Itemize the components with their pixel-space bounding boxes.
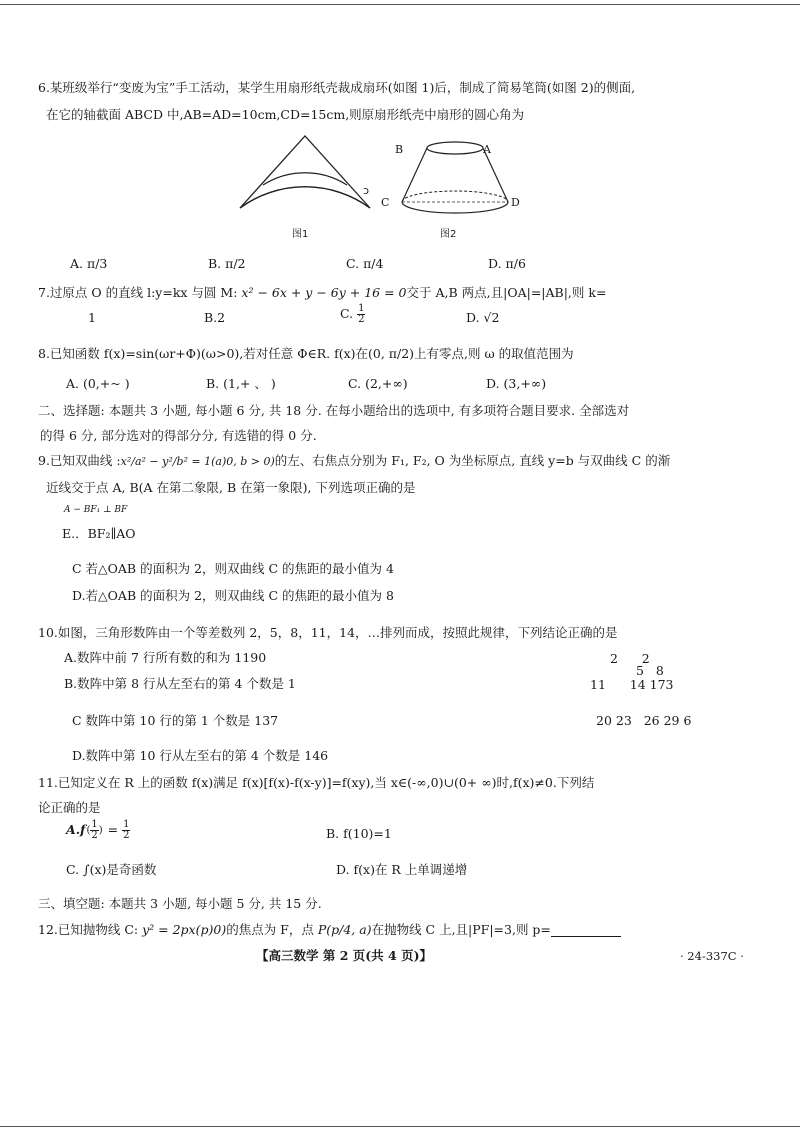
q11-option-a-arg-num: 1: [91, 819, 98, 830]
q9-hyperbola-equation: x²/a² − y²/b² = 1(a)0, b > 0): [120, 455, 275, 468]
fig2-label-d: D: [511, 196, 520, 209]
q11-option-a-prefix: A.f: [66, 822, 86, 837]
q12-answer-blank: [551, 924, 621, 937]
q6-line2: 在它的轴截面 ABCD 中,AB=AD=10cm,CD=15cm,则原扇形纸壳中扇形的圆心角为: [46, 107, 525, 122]
q7-stem-a: 7.过原点 O 的直线 l:y=kx 与圆 M:: [38, 285, 242, 300]
fig2-label-a: A: [483, 143, 491, 156]
q12-stem-c: 在抛物线 C 上,且|PF|=3,则 p=: [371, 922, 551, 937]
section2-heading-line1: 二、选择题: 本题共 3 小题, 每小题 6 分, 共 18 分. 在每小题给出的选项中, 有多项符合题目要求. 全部选对: [38, 403, 630, 418]
svg-text:ↄ: ↄ: [363, 184, 370, 197]
q10-option-b: B.数阵中第 8 行从左至右的第 4 个数是 1: [64, 676, 296, 691]
q8-option-c: C. (2,+∞): [348, 376, 408, 391]
q8-option-d: D. (3,+∞): [486, 376, 547, 391]
figure-1-caption: 图1: [292, 229, 309, 240]
q11-option-a-value-num: 1: [123, 819, 130, 830]
q6-option-a: A. π/3: [70, 256, 108, 271]
q10-array-row-1: 2 2: [610, 651, 650, 666]
q10-option-a: A.数阵中前 7 行所有数的和为 1190: [64, 650, 267, 665]
footer-page-label: 【高三数学 第 2 页(共 4 页)】: [256, 948, 432, 963]
q10-array-row-2: 5 8: [636, 663, 664, 678]
q6-option-b: B. π/2: [208, 256, 246, 271]
q9-option-e: E.．BF₂∥AO: [62, 526, 136, 541]
q11-option-a-arg-den: 2: [91, 830, 98, 841]
fig2-label-b: B: [395, 143, 404, 156]
figure-2-caption: 图2: [440, 229, 457, 240]
q11-option-c: C. ∫(x)是奇函数: [66, 862, 157, 877]
q7-stem: [38, 285, 606, 300]
q9-option-d: D.若△OAB 的面积为 2，则双曲线 C 的焦距的最小值为 8: [72, 588, 394, 603]
q11-option-a-equals: =: [107, 822, 119, 837]
q7-option-c-numerator: 1: [358, 303, 365, 314]
q9-stem-a: 9.已知双曲线 :: [38, 453, 121, 468]
q8-option-b: B. (1,+ 、 ): [206, 376, 276, 391]
fig2-label-c: C: [381, 196, 390, 209]
q6-line1: 6.某班级举行“变废为宝”手工活动，某学生用扇形纸壳裁成扇环(如图 1)后，制成了简易笔筒(如图 2)的侧面,: [38, 80, 636, 95]
q7-circle-equation: x² − 6x + y − 6y + 16 = 0: [241, 285, 407, 300]
q7-option-a: 1: [88, 310, 96, 325]
q10-array-row-3: 11 14 173: [590, 677, 674, 692]
q11-option-a-value-fraction: [122, 820, 130, 841]
footer-paper-code: · 24-337C ·: [680, 949, 744, 963]
q11-option-a-arg-fraction: ( $\frac{1}{2}$ ): [86, 819, 103, 841]
q12-stem-b: 的焦点为 F，点: [226, 922, 318, 937]
bottom-rule: [0, 1126, 800, 1127]
q7-stem-b: 交于 A,B 两点,且|OA|=|AB|,则 k=: [406, 285, 607, 300]
q11-option-b: B. f(10)=1: [326, 826, 392, 841]
q12-point: P(p/4, a): [317, 922, 372, 937]
q7-option-c-denominator: 2: [358, 314, 365, 325]
q10-stem: 10.如图，三角形数阵由一个等差数列 2，5，8，11，14，…排列而成，按照此规律，下列结论正确的是: [38, 625, 618, 640]
q12-stem-a: 12.已知抛物线 C:: [38, 922, 143, 937]
top-rule: [0, 4, 800, 5]
q7-option-c: [340, 304, 365, 325]
q11-option-a-value-den: 2: [123, 830, 130, 841]
q10-array-row-4: 20 23 26 29 6: [596, 713, 692, 728]
q6-option-d: D. π/6: [488, 256, 526, 271]
figure-1-annular-sector: [235, 128, 385, 238]
q12-parabola-equation: y² = 2px(p)0): [142, 922, 227, 937]
q11-line1: 11.已知定义在 R 上的函数 f(x)满足 f(x)[f(x)-f(x-y)]=f(xy),当 x∈(-∞,0)∪(0+ ∞)时,f(x)≠0.下列结: [38, 775, 595, 790]
q12-stem: [38, 922, 621, 937]
q6-option-c: C. π/4: [346, 256, 384, 271]
q11-option-a: [66, 820, 130, 841]
q7-option-b: B.2: [204, 310, 226, 325]
q8-stem: 8.已知函数 f(x)=sin(ωr+Φ)(ω>0),若对任意 Φ∈R. f(x)在(0, π/2)上有零点,则 ω 的取值范围为: [38, 346, 574, 361]
q9-line2: 近线交于点 A, B(A 在第二象限, B 在第一象限), 下列选项正确的是: [46, 480, 416, 495]
q9-stem: [38, 453, 670, 468]
section3-heading: 三、填空题: 本题共 3 小题, 每小题 5 分, 共 15 分.: [38, 896, 322, 911]
q10-option-d: D.数阵中第 10 行从左至右的第 4 个数是 146: [72, 748, 329, 763]
section2-heading-line2: 的得 6 分, 部分选对的得部分分, 有选错的得 0 分.: [40, 428, 317, 443]
q9-stem-b: 的左、右焦点分别为 F₁, F₂, O 为坐标原点, 直线 y=b 与双曲线 C 的渐: [274, 453, 671, 468]
q9-option-c: C 若△OAB 的面积为 2，则双曲线 C 的焦距的最小值为 4: [72, 561, 394, 576]
q8-option-a: A. (0,+~ ): [66, 376, 130, 391]
q11-line2: 论正确的是: [38, 800, 101, 815]
q11-option-d: D. f(x)在 R 上单调递增: [336, 862, 468, 877]
q10-option-c: C 数阵中第 10 行的第 1 个数是 137: [72, 713, 279, 728]
q7-option-c-fraction: [357, 304, 365, 325]
q7-option-d: D. √2: [466, 310, 500, 325]
q7-option-c-prefix: C.: [340, 306, 354, 321]
q9-small-line: A − BF₁ ⊥ BF: [64, 505, 128, 515]
